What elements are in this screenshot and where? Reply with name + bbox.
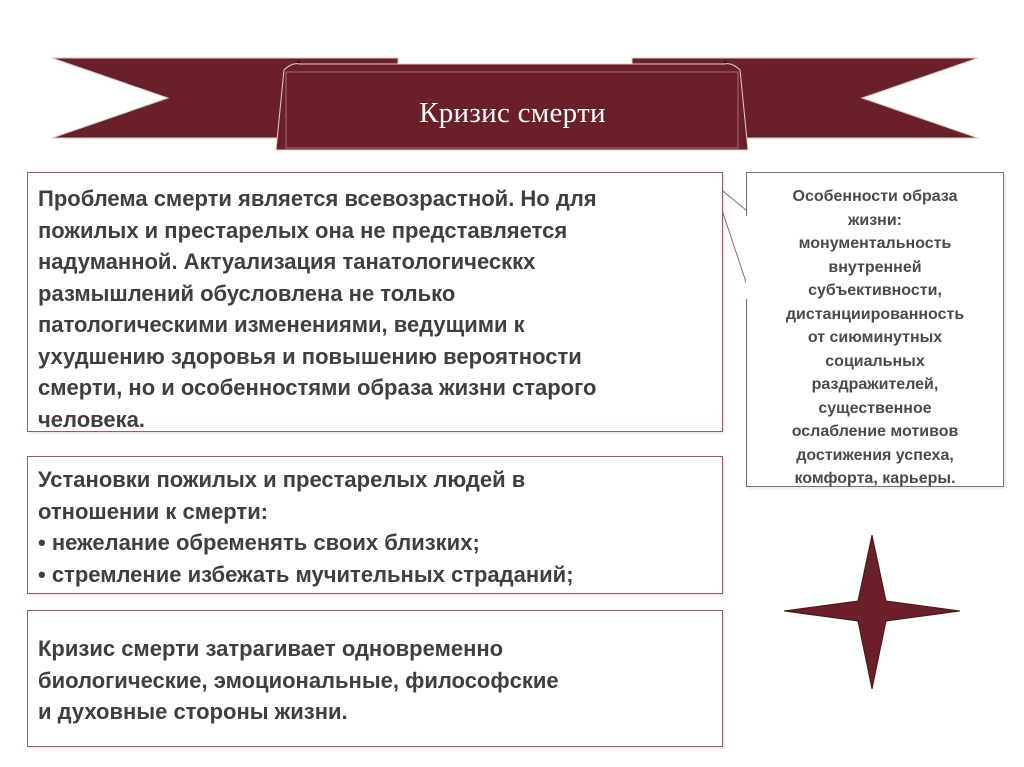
crisis-summary-text: Кризис смерти затрагивает одновременно биологические, эмоциональные, философские и духовные стороны жизни. [38, 636, 559, 724]
attitudes-text: Установки пожилых и престарелых людей в отношении к смерти: • нежелание обременять своих близких; • стремление избежать мучительных страданий; [38, 467, 574, 587]
lifestyle-callout-text: Особенности образа жизни: монументальность внутренней субъективности, дистанциированность от сиюминутных социальных раздражителей, существенное ослабление мотивов достижения успеха, комфорта, карьеры. [785, 188, 965, 487]
death-problem-box [27, 172, 723, 432]
crisis-summary-box [27, 610, 723, 747]
attitudes-box [27, 456, 723, 594]
lifestyle-callout [746, 172, 1004, 487]
banner-title: Кризис смерти [419, 96, 606, 129]
death-problem-text: Проблема смерти является всевозрастной. Но для пожилых и престарелых она не представляется надуманной. Актуализация танатологическкх размышлений обусловлена не только патологическими изменениями, ведущими к ухудшению здоровья и повышению вероятности смерти, но и особенностями образа жизни старого человека. [38, 186, 597, 432]
four-point-star-icon [784, 535, 960, 689]
